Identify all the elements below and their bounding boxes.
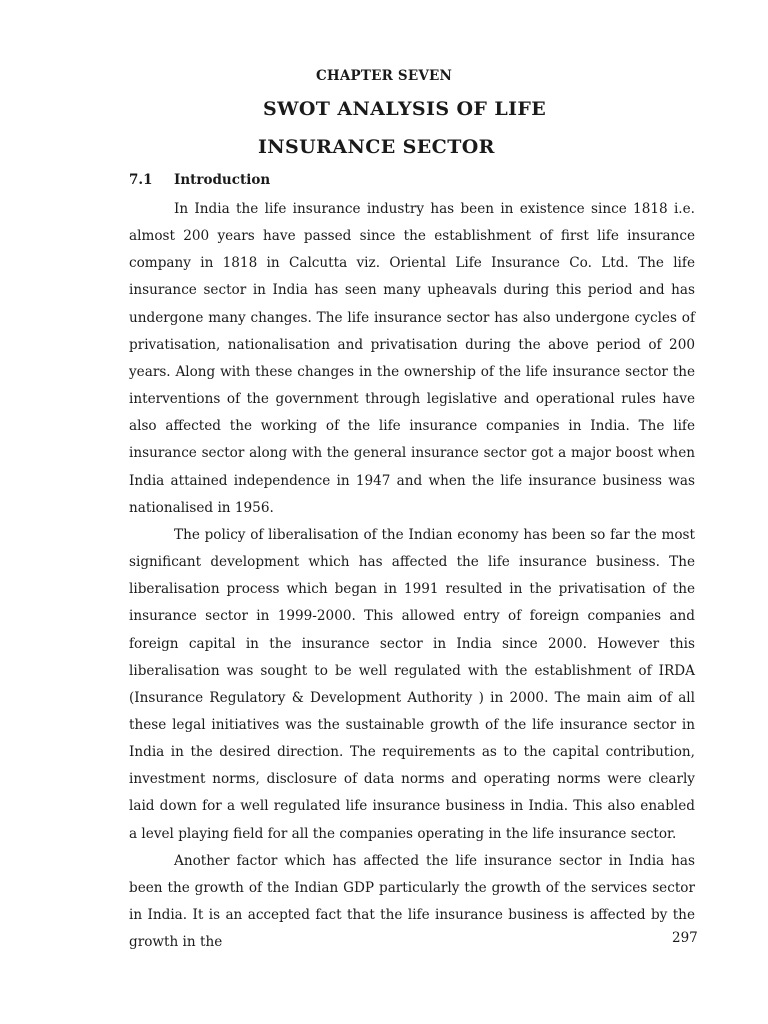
body-text bbox=[129, 196, 695, 956]
paragraph: In India the life insurance industry has been in existence since 1818 i.e. almost 200 years have passed since the establishment of first life insurance company in 1818 in Calcutta viz. Oriental Life Insurance Co. Ltd. The life insurance sector in India has seen many upheavals during this period and has undergone many changes. The life insurance sector has also undergone cycles of privatisation, nationalisation and privatisation during the above period of 200 years. Along with these changes in the ownership of the life insurance sector the interventions of the government through legislative and operational rules have also affected the working of the life insurance companies in India. The life insurance sector along with the general insurance sector got a major boost when India attained independence in 1947 and when the life insurance business was nationalised in 1956. bbox=[129, 201, 695, 516]
section-title: Introduction bbox=[174, 172, 271, 188]
paragraph: Another factor which has affected the life insurance sector in India has been the growth of the Indian GDP particularly the growth of the services sector in India. It is an accepted fact that the life insurance business is affected by the growth in the bbox=[129, 852, 695, 951]
paragraph: The policy of liberalisation of the Indian economy has been so far the most significant development which has affected the life insurance business. The liberalisation process which began in 1991 resulted in the privatisation of the insurance sector in 1999-2000. This allowed entry of foreign companies and foreign capital in the insurance sector in India since 2000. However this liberalisation was sought to be well regulated with the establishment of IRDA (Insurance Regulatory & Development Authority ) in 2000. The main aim of all these legal initiatives was the sustainable growth of the life insurance sector in India in the desired direction. The requirements as to the capital contribution, investment norms, disclosure of data norms and operating norms were clearly laid down for a well regulated life insurance business in India. This also enabled a level playing field for all the companies operating in the life insurance sector. bbox=[129, 526, 695, 842]
chapter-title-line-1: SWOT ANALYSIS OF LIFE bbox=[263, 98, 547, 120]
page-number: 297 bbox=[672, 930, 698, 946]
chapter-label: CHAPTER SEVEN bbox=[315, 68, 453, 84]
chapter-title-line-2: INSURANCE SECTOR bbox=[258, 136, 495, 158]
section-heading bbox=[129, 172, 270, 188]
section-number: 7.1 bbox=[129, 172, 153, 188]
